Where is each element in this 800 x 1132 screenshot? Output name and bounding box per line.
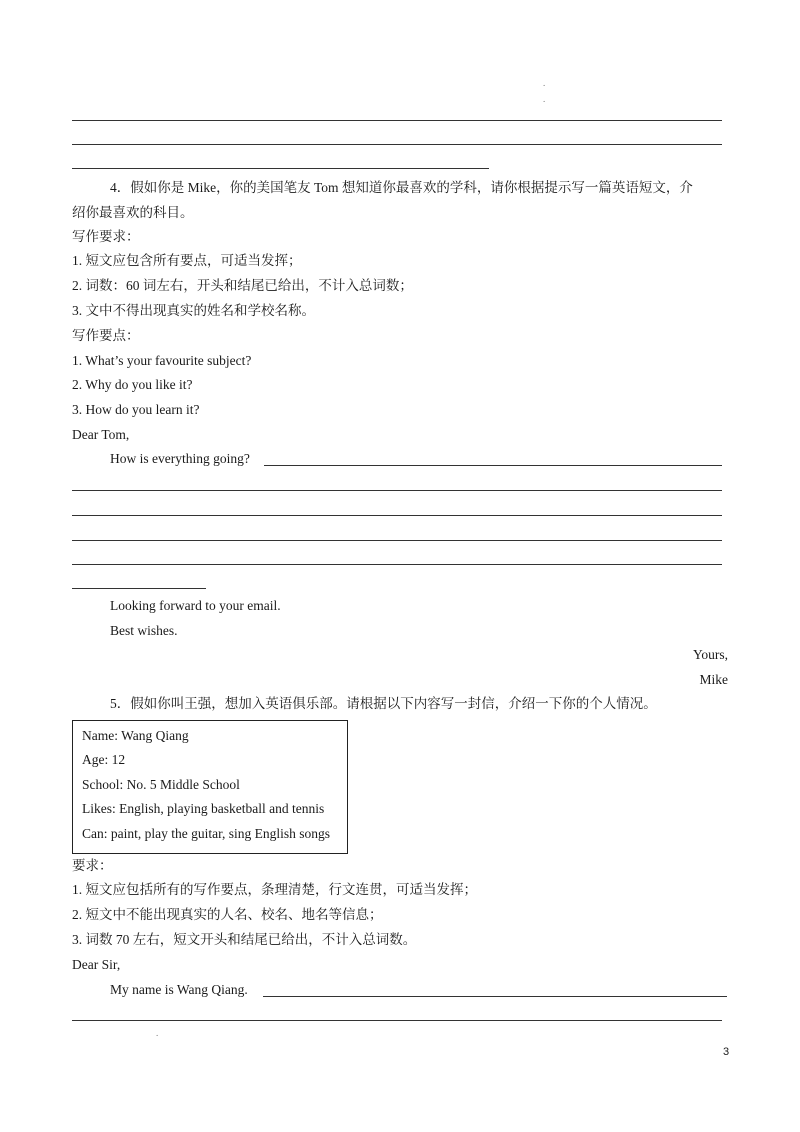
- q4-closing: Best wishes.: [110, 623, 178, 638]
- info-box-row: School: No. 5 Middle School: [82, 777, 240, 792]
- answer-line: [72, 490, 722, 491]
- stray-mark: .: [543, 94, 546, 104]
- q5-requirement: 1. 短文应包括所有的写作要点，条理清楚，行文连贯，可适当发挥；: [72, 882, 477, 897]
- answer-line: [264, 465, 722, 466]
- q5-salutation: Dear Sir,: [72, 957, 121, 972]
- q5-opening: My name is Wang Qiang.: [110, 982, 248, 997]
- answer-line: [72, 120, 722, 121]
- q4-requirement: 1. 短文应包含所有要点，可适当发挥；: [72, 253, 302, 268]
- q4-point: 3. How do you learn it?: [72, 402, 200, 417]
- q4-signoff: Yours,: [692, 647, 728, 662]
- q4-requirement: 2. 词数：60 词左右，开头和结尾已给出，不计入总词数；: [72, 278, 413, 293]
- q5-requirement: 3. 词数 70 左右，短文开头和结尾已给出，不计入总词数。: [72, 932, 417, 947]
- info-box-row: Age: 12: [82, 752, 126, 767]
- q4-points-title: 写作要点：: [72, 328, 140, 343]
- q4-point: 1. What’s your favourite subject?: [72, 353, 252, 368]
- stray-mark: .: [543, 78, 546, 88]
- answer-line: [72, 515, 722, 516]
- q4-opening: How is everything going?: [110, 451, 250, 466]
- answer-line: [72, 144, 722, 145]
- q4-prompt-line2: 绍你最喜欢的科目。: [72, 205, 194, 220]
- q5-info-box: [72, 720, 348, 854]
- q5-prompt: 5．假如你叫王强，想加入英语俱乐部。请根据以下内容写一封信，介绍一下你的个人情况。: [110, 696, 657, 711]
- q4-requirement: 3. 文中不得出现真实的姓名和学校名称。: [72, 303, 315, 318]
- answer-line: [263, 996, 727, 997]
- q5-requirement: 2. 短文中不能出现真实的人名、校名、地名等信息；: [72, 907, 383, 922]
- answer-line: [72, 564, 722, 565]
- q4-requirements-title: 写作要求：: [72, 229, 140, 244]
- q4-salutation: Dear Tom,: [72, 427, 130, 442]
- info-box-row: Name: Wang Qiang: [82, 728, 189, 743]
- q4-closing: Looking forward to your email.: [110, 598, 281, 613]
- answer-line: [72, 168, 489, 169]
- answer-line: [72, 540, 722, 541]
- q4-point: 2. Why do you like it?: [72, 377, 193, 392]
- stray-mark: .: [156, 1028, 159, 1038]
- q5-requirements-title: 要求：: [72, 858, 113, 873]
- info-box-row: Can: paint, play the guitar, sing English songs: [82, 826, 331, 841]
- info-box-row: Likes: English, playing basketball and tennis: [82, 801, 325, 816]
- page-number: 3: [723, 1046, 730, 1058]
- q4-prompt-line1: 4．假如你是 Mike，你的美国笔友 Tom 想知道你最喜欢的学科，请你根据提示写一篇英语短文，介: [110, 180, 693, 195]
- answer-line: [72, 588, 206, 589]
- q4-signature: Mike: [699, 672, 728, 687]
- answer-line: [72, 1020, 722, 1021]
